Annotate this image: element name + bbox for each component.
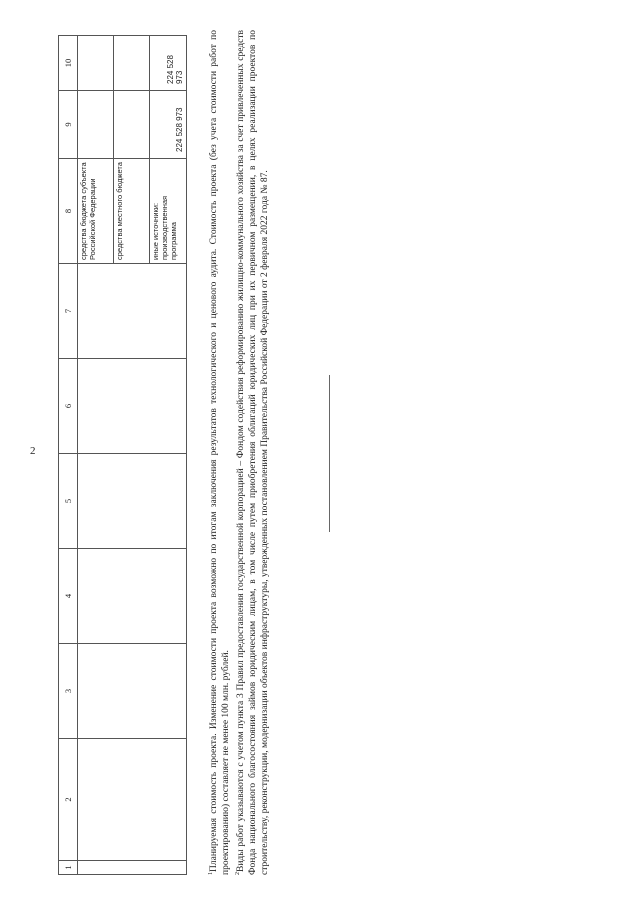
col9-values-cell: [78, 91, 187, 159]
column-header: 6: [59, 359, 78, 454]
footnote-marker: 2: [235, 872, 242, 875]
column-header: 7: [59, 264, 78, 359]
footnote-text: Планируемая стоимость проекта. Изменение стоимости проекта возможно по итогам заключения результатов технологического и ценового аудита. Стоимость проекта (без учета стоимости работ по проектированию) составляет не менее 100 млн. рублей.: [209, 30, 232, 875]
footnote-text: Виды работ указываются с учетом пункта 3 Правил предоставления государственной корпорацией – Фондом содействия реформированию жилищно-коммунального хозяйства за счет привлеченных средств Фонда национального благосостояния займов юридическим лицам, в том числе путем приобретения облигаций юридических лиц при их первичном размещении, в целях реализации проектов по строительству, реконструкции, модернизации объектов инфраструктуры, утвержденных постановлением Правительства Российской Федерации от 2 февраля 2022 года № 87.: [236, 30, 271, 875]
column-header: 9: [59, 91, 78, 159]
column-header: 3: [59, 644, 78, 739]
table-cell: [78, 264, 187, 359]
col10-value: 224 528 973: [166, 55, 184, 84]
footnote-1: [205, 30, 232, 875]
col10-value: [78, 36, 114, 90]
project-table: [58, 35, 187, 875]
footnote-marker: 1: [208, 872, 214, 875]
table-cell: [78, 644, 187, 739]
column-header: 5: [59, 454, 78, 549]
footnotes: [205, 30, 271, 875]
col9-value: [114, 91, 150, 158]
table-cell: [78, 861, 187, 875]
col9-value: [78, 91, 114, 158]
table-cell: [78, 359, 187, 454]
table-cell: [78, 739, 187, 861]
page-number: 2: [30, 445, 36, 457]
footnote-2: [232, 30, 271, 875]
table-row: [78, 36, 187, 875]
separator-line: [329, 375, 330, 532]
col10-value: [114, 36, 150, 90]
column-header: 4: [59, 549, 78, 644]
table-cell: [78, 454, 187, 549]
table-header-row: [59, 36, 78, 875]
column-header: 1: [59, 861, 78, 875]
funding-source-local: средства местного бюджета: [114, 159, 150, 263]
table-cell: [78, 549, 187, 644]
funding-source-regional: средства бюджета субъекта Российской Федерации: [78, 159, 114, 263]
funding-source-other: иные источники: производственная программа: [151, 195, 178, 260]
col10-values-cell: [78, 36, 187, 91]
column-header: 8: [59, 159, 78, 264]
funding-sources-cell: [78, 159, 187, 264]
column-header: 10: [59, 36, 78, 91]
column-header: 2: [59, 739, 78, 861]
col9-value: 224 528 973: [175, 107, 184, 152]
